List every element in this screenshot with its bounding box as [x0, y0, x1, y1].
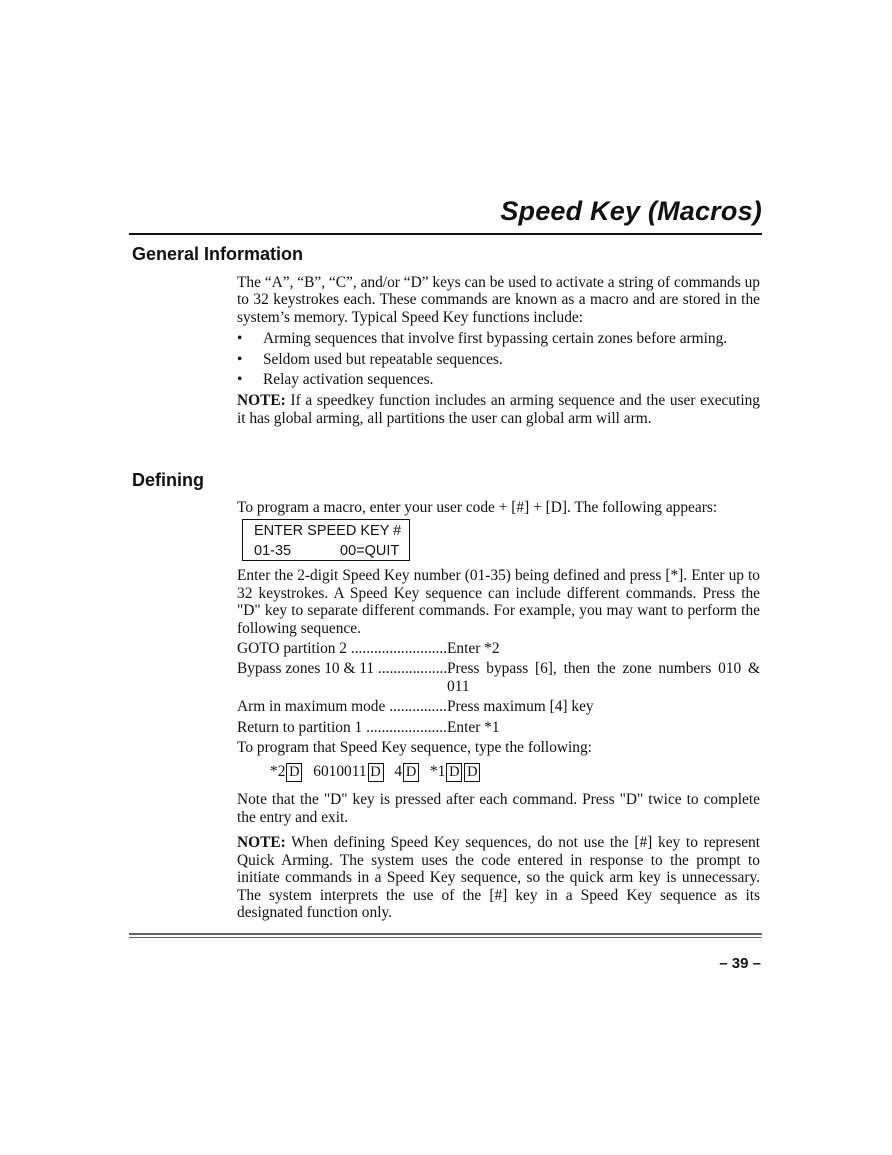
note-label: NOTE:: [237, 392, 286, 410]
display-line-2: [254, 541, 409, 561]
program-instruction: To program a macro, enter your user code + [#] + [D]. The following appears:: [237, 499, 718, 516]
list-item: [237, 351, 760, 368]
step-action: GOTO partition 2 .....: [237, 640, 447, 657]
footer-rule: [129, 933, 762, 935]
section-heading-defining: Defining: [132, 470, 204, 490]
d-key-box: D: [464, 763, 480, 782]
display-range: 01-35: [254, 543, 292, 560]
sequence-step: [237, 698, 760, 715]
footer-rule-thin: [129, 937, 762, 938]
page-title: Speed Key (Macros): [500, 196, 762, 226]
step-instruction: Enter *1: [447, 718, 500, 736]
list-item: [237, 330, 760, 347]
speed-key-functions-list: [237, 330, 760, 388]
display-line-1: ENTER SPEED KEY #: [254, 523, 402, 540]
key-text: *1: [429, 763, 446, 781]
global-arming-note: [237, 392, 760, 427]
bullet-icon: •: [237, 330, 243, 348]
step-action: Return to partition 1 .....: [237, 719, 447, 736]
sequence-step: [237, 719, 760, 736]
note-label: NOTE:: [237, 834, 286, 852]
note-text: If a speedkey function includes an arming sequence and the user executing it has global arming, all partitions the user can global arm will arm.: [237, 392, 760, 427]
sequence-step: [237, 660, 760, 695]
key-sequence: [270, 763, 760, 782]
d-key-box: D: [403, 763, 419, 782]
key-text: *2: [270, 763, 286, 781]
d-key-box: D: [286, 763, 302, 782]
bullet-icon: •: [237, 350, 243, 368]
defining-section: [237, 499, 760, 921]
title-rule: [129, 233, 762, 235]
list-item-text: Arming sequences that involve first bypassing certain zones before arming.: [263, 330, 728, 348]
example-sequence: [237, 640, 760, 736]
defining-paragraph: Enter the 2-digit Speed Key number (01-35) being defined and press [*]. Enter up to 32 keystrokes. A Speed Key sequence can include different commands. Press the "D" key to separate different commands. For example, you may want to perform the following sequence.: [237, 567, 760, 637]
list-item-text: Relay activation sequences.: [263, 371, 434, 389]
step-instruction: Enter *2: [447, 640, 500, 658]
d-key-box: D: [368, 763, 384, 782]
intro-paragraph: The “A”, “B”, “C”, and/or “D” keys can be used to activate a string of commands up to 32 keystrokes each. These commands are known as a macro and are stored in the system’s memory. Typical Speed Key functions include:: [237, 274, 760, 326]
d-key-box: D: [446, 763, 462, 782]
page-number: – 39 –: [719, 955, 761, 972]
step-instruction: Press maximum [4] key: [447, 698, 594, 716]
bullet-icon: •: [237, 371, 243, 389]
keypad-display: [242, 519, 410, 561]
quick-arming-note: [237, 834, 760, 921]
step-action: Bypass zones 10 & 11 .....: [237, 660, 447, 695]
note-text: When defining Speed Key sequences, do not use the [#] key to represent Quick Arming. The system uses the code entered in response to the prompt to initiate commands in a Speed Key sequence, so the quick arm key is unnecessary. The system interprets the use of the [#] key in a Speed Key sequence as its designated function only.: [237, 834, 760, 921]
display-quit: 00=QUIT: [340, 543, 400, 560]
step-instruction: Press bypass [6], then the zone numbers 010 & 011: [447, 660, 760, 695]
key-text: 6010011: [313, 763, 367, 781]
key-text: 4: [394, 763, 403, 781]
list-item-text: Seldom used but repeatable sequences.: [263, 350, 503, 368]
list-item: [237, 371, 760, 388]
step-action: Arm in maximum mode .....: [237, 698, 447, 715]
general-information-section: [237, 274, 760, 427]
section-heading-general-information: General Information: [132, 244, 304, 264]
sequence-step: [237, 640, 760, 657]
type-sequence-instruction: To program that Speed Key sequence, type the following:: [237, 739, 592, 757]
d-key-explanation: Note that the "D" key is pressed after each command. Press "D" twice to complete the entry and exit.: [237, 791, 760, 826]
